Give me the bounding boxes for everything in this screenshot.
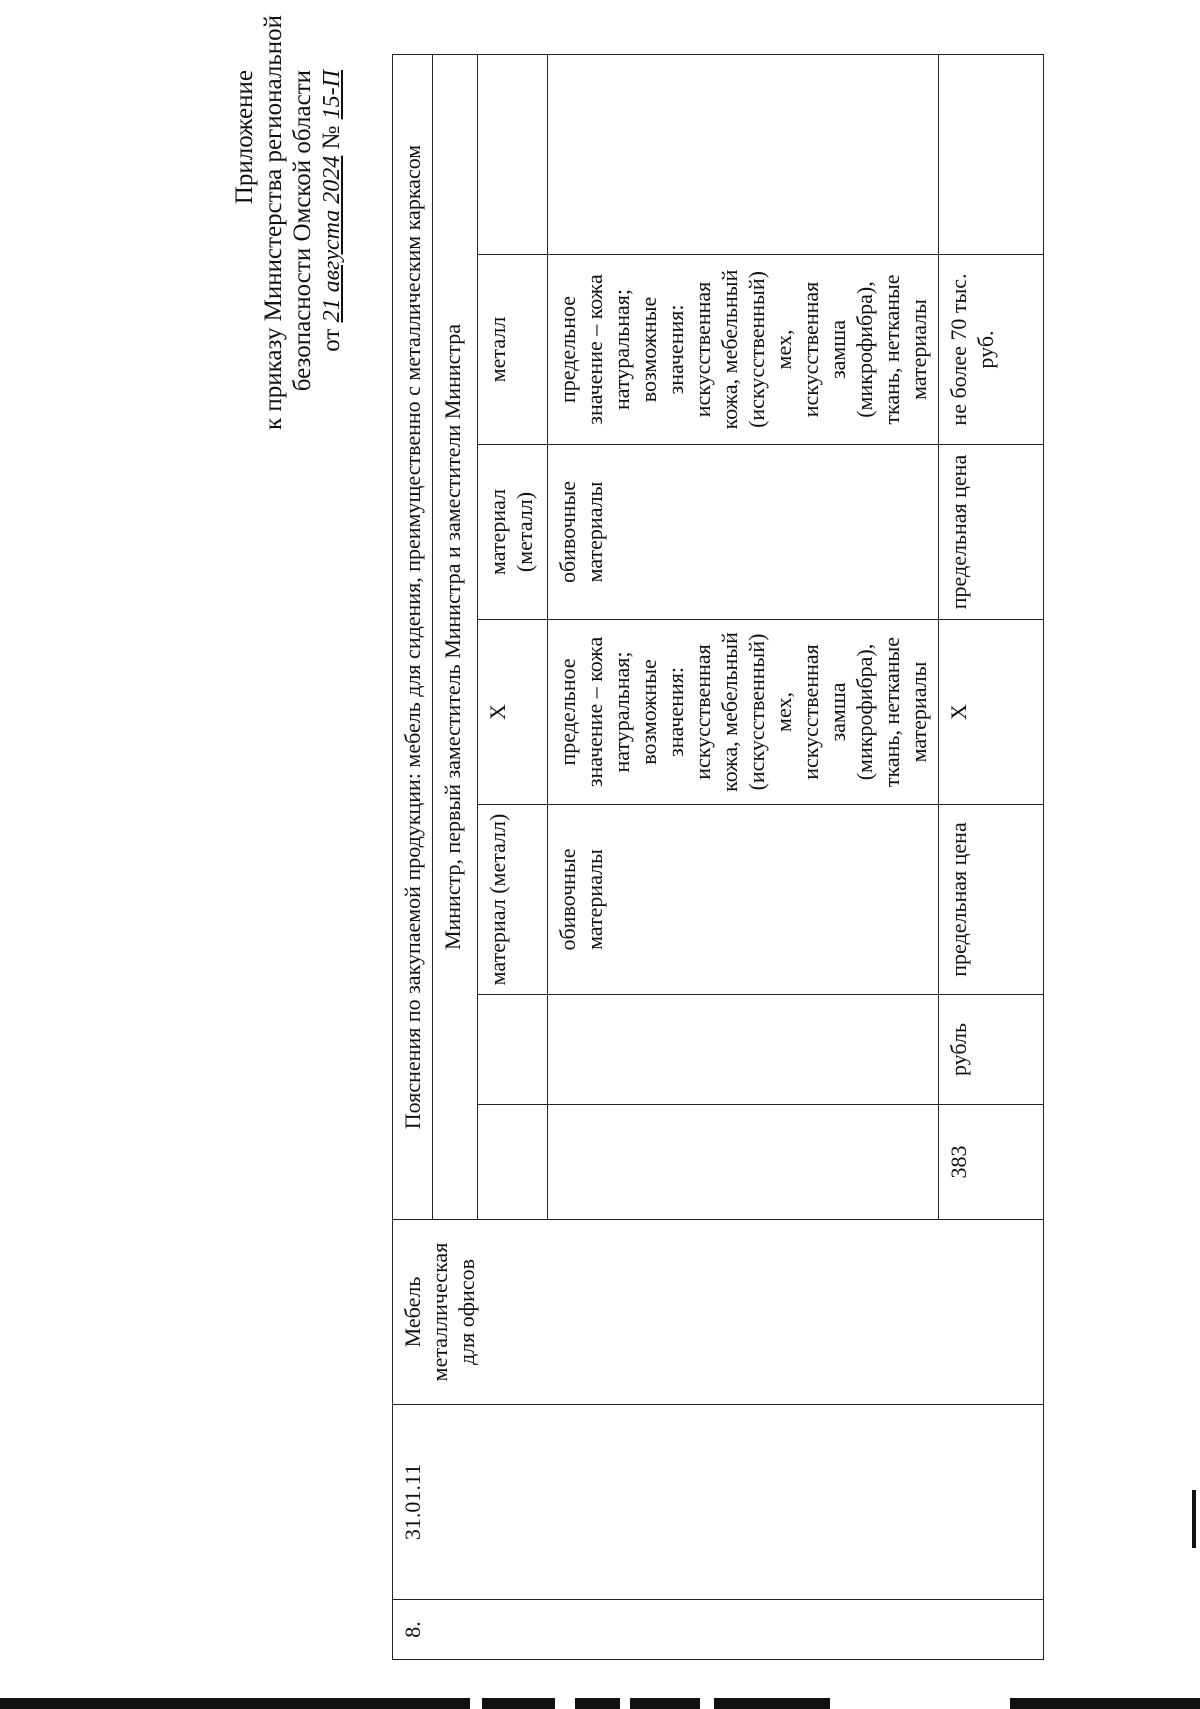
c3-price: предельная цена [939, 445, 1044, 620]
date-prefix: от [318, 328, 345, 352]
header-line-3: безопасности Омской области [289, 70, 316, 392]
okpd-code: 31.01.11 [393, 1405, 1044, 1600]
okei-empty-1 [478, 1105, 548, 1220]
scan-edge-mark [1192, 1490, 1196, 1548]
product-name: Мебель металлическая для офисов [393, 1220, 1044, 1405]
header-line-1: Приложение [231, 70, 258, 205]
c4-price: не более 70 тыс. руб. [939, 255, 1044, 445]
c2-upholstery: предельное значение – кожа натуральная; возможные значения: искусственная кожа, мебельный (искусственный) мех, искусственная замша (микрофибра), ткань, нетканые материалы [548, 620, 939, 805]
extra-empty-2 [548, 55, 939, 255]
scan-bottom-bar [0, 1698, 1200, 1709]
document-header [230, 14, 345, 430]
product-explanation: Пояснения по закупаемой продукции: мебель для сидения, преимущественно с металлическим каркасом [393, 55, 433, 1220]
handwritten-number: 15-П [319, 70, 345, 120]
c1-material-label: материал (металл) [478, 805, 548, 995]
okei-empty-2 [548, 1105, 939, 1220]
header-line-2: к приказу Министерства региональной [260, 14, 287, 430]
row-number: 8. [393, 1600, 1044, 1660]
c1-upholstery: обивочные материалы [548, 805, 939, 995]
extra-empty-3 [939, 55, 1044, 255]
c4-upholstery: предельное значение – кожа натуральная; возможные значения: искусственная кожа, мебельный (искусственный) мех, искусственная замша (микрофибра), ткань, нетканые материалы [548, 255, 939, 445]
c4-value: металл [478, 255, 548, 445]
unit-name: рубль [939, 995, 1044, 1105]
number-prefix: № [318, 125, 345, 150]
okei-code: 383 [939, 1105, 1044, 1220]
c1-price: предельная цена [939, 805, 1044, 995]
c3-material-label: материал (металл) [478, 445, 548, 620]
unit-empty-2 [548, 995, 939, 1105]
requirements-table-wrapper [392, 55, 1032, 1660]
c3-upholstery: обивочные материалы [548, 445, 939, 620]
unit-empty-1 [478, 995, 548, 1105]
c2-price: X [939, 620, 1044, 805]
c2-value: X [478, 620, 548, 805]
handwritten-date: 21 августа 2024 [319, 155, 345, 323]
header-line-4 [317, 70, 346, 430]
extra-empty-1 [478, 55, 548, 255]
requirements-table [392, 54, 1044, 1660]
position-group-heading: Министр, первый заместитель Министра и заместители Министра [433, 55, 478, 1220]
